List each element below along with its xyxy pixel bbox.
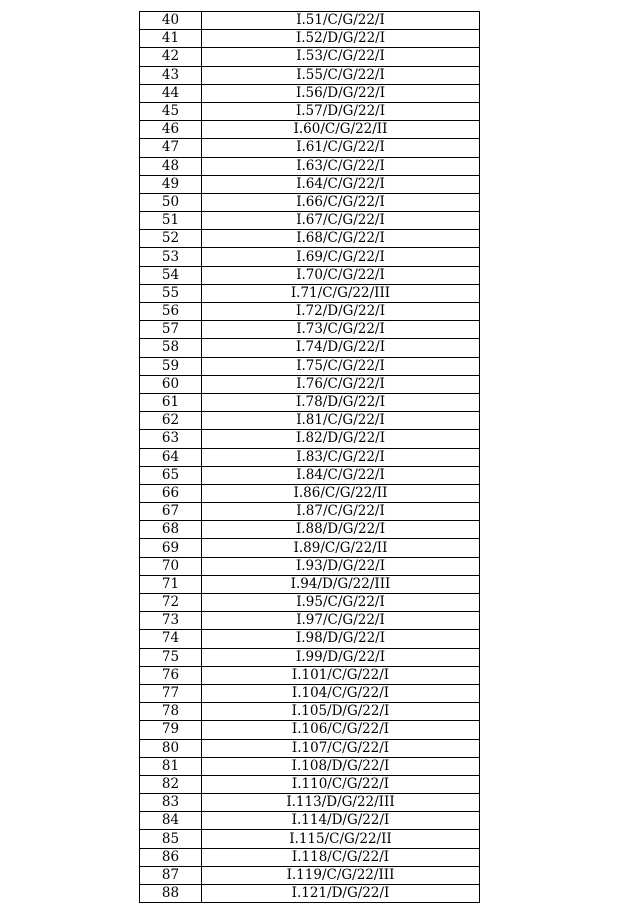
table-row bbox=[140, 885, 480, 903]
row-number-cell: 62 bbox=[140, 412, 202, 430]
reference-code-cell: I.87/C/G/22/I bbox=[202, 503, 480, 521]
row-number-cell: 85 bbox=[140, 830, 202, 848]
reference-code-cell: I.64/C/G/22/I bbox=[202, 175, 480, 193]
table-row bbox=[140, 521, 480, 539]
table-row bbox=[140, 557, 480, 575]
table-row bbox=[140, 648, 480, 666]
reference-code-cell: I.74/D/G/22/I bbox=[202, 339, 480, 357]
row-number-cell: 57 bbox=[140, 321, 202, 339]
table-row bbox=[140, 539, 480, 557]
table-row bbox=[140, 303, 480, 321]
table-row bbox=[140, 684, 480, 702]
row-number-cell: 84 bbox=[140, 812, 202, 830]
table-row bbox=[140, 666, 480, 684]
table-row bbox=[140, 448, 480, 466]
table-row bbox=[140, 266, 480, 284]
reference-code-cell: I.66/C/G/22/I bbox=[202, 193, 480, 211]
row-number-cell: 44 bbox=[140, 84, 202, 102]
table-row bbox=[140, 321, 480, 339]
table-row bbox=[140, 357, 480, 375]
row-number-cell: 64 bbox=[140, 448, 202, 466]
table-row bbox=[140, 430, 480, 448]
row-number-cell: 78 bbox=[140, 703, 202, 721]
reference-code-cell: I.52/D/G/22/I bbox=[202, 30, 480, 48]
table-row bbox=[140, 412, 480, 430]
row-number-cell: 66 bbox=[140, 484, 202, 502]
row-number-cell: 77 bbox=[140, 684, 202, 702]
table-row bbox=[140, 157, 480, 175]
table-row bbox=[140, 284, 480, 302]
table-row bbox=[140, 484, 480, 502]
table-row bbox=[140, 630, 480, 648]
reference-code-cell: I.107/C/G/22/I bbox=[202, 739, 480, 757]
table-row bbox=[140, 830, 480, 848]
table-row bbox=[140, 866, 480, 884]
table-row bbox=[140, 193, 480, 211]
table-row bbox=[140, 503, 480, 521]
reference-code-cell: I.105/D/G/22/I bbox=[202, 703, 480, 721]
reference-code-cell: I.89/C/G/22/II bbox=[202, 539, 480, 557]
table-row bbox=[140, 775, 480, 793]
row-number-cell: 70 bbox=[140, 557, 202, 575]
reference-code-cell: I.114/D/G/22/I bbox=[202, 812, 480, 830]
row-number-cell: 87 bbox=[140, 866, 202, 884]
table-row bbox=[140, 739, 480, 757]
reference-code-cell: I.60/C/G/22/II bbox=[202, 121, 480, 139]
table-row bbox=[140, 66, 480, 84]
reference-code-cell: I.83/C/G/22/I bbox=[202, 448, 480, 466]
table-row bbox=[140, 248, 480, 266]
reference-code-cell: I.106/C/G/22/I bbox=[202, 721, 480, 739]
reference-code-cell: I.99/D/G/22/I bbox=[202, 648, 480, 666]
table-row bbox=[140, 794, 480, 812]
table-row bbox=[140, 339, 480, 357]
row-number-cell: 68 bbox=[140, 521, 202, 539]
reference-code-cell: I.51/C/G/22/I bbox=[202, 12, 480, 30]
row-number-cell: 51 bbox=[140, 212, 202, 230]
table-row bbox=[140, 575, 480, 593]
table-row bbox=[140, 757, 480, 775]
row-number-cell: 63 bbox=[140, 430, 202, 448]
row-number-cell: 42 bbox=[140, 48, 202, 66]
row-number-cell: 50 bbox=[140, 193, 202, 211]
row-number-cell: 46 bbox=[140, 121, 202, 139]
row-number-cell: 47 bbox=[140, 139, 202, 157]
table-row bbox=[140, 212, 480, 230]
row-number-cell: 54 bbox=[140, 266, 202, 284]
row-number-cell: 82 bbox=[140, 775, 202, 793]
row-number-cell: 59 bbox=[140, 357, 202, 375]
reference-code-cell: I.73/C/G/22/I bbox=[202, 321, 480, 339]
table-row bbox=[140, 84, 480, 102]
table-row bbox=[140, 102, 480, 120]
table-row bbox=[140, 393, 480, 411]
row-number-cell: 79 bbox=[140, 721, 202, 739]
reference-code-cell: I.94/D/G/22/III bbox=[202, 575, 480, 593]
reference-code-cell: I.118/C/G/22/I bbox=[202, 848, 480, 866]
reference-code-cell: I.101/C/G/22/I bbox=[202, 666, 480, 684]
reference-code-cell: I.88/D/G/22/I bbox=[202, 521, 480, 539]
table-row bbox=[140, 121, 480, 139]
reference-code-cell: I.72/D/G/22/I bbox=[202, 303, 480, 321]
row-number-cell: 88 bbox=[140, 885, 202, 903]
row-number-cell: 52 bbox=[140, 230, 202, 248]
table-row bbox=[140, 848, 480, 866]
row-number-cell: 71 bbox=[140, 575, 202, 593]
table-row bbox=[140, 12, 480, 30]
reference-code-cell: I.75/C/G/22/I bbox=[202, 357, 480, 375]
table-body bbox=[140, 12, 480, 903]
row-number-cell: 69 bbox=[140, 539, 202, 557]
reference-code-cell: I.61/C/G/22/I bbox=[202, 139, 480, 157]
registry-table bbox=[139, 11, 480, 903]
reference-code-cell: I.95/C/G/22/I bbox=[202, 594, 480, 612]
table-row bbox=[140, 48, 480, 66]
reference-code-cell: I.63/C/G/22/I bbox=[202, 157, 480, 175]
table-row bbox=[140, 30, 480, 48]
row-number-cell: 48 bbox=[140, 157, 202, 175]
row-number-cell: 40 bbox=[140, 12, 202, 30]
row-number-cell: 56 bbox=[140, 303, 202, 321]
row-number-cell: 80 bbox=[140, 739, 202, 757]
row-number-cell: 49 bbox=[140, 175, 202, 193]
reference-code-cell: I.86/C/G/22/II bbox=[202, 484, 480, 502]
row-number-cell: 55 bbox=[140, 284, 202, 302]
table-row bbox=[140, 812, 480, 830]
reference-code-cell: I.71/C/G/22/III bbox=[202, 284, 480, 302]
row-number-cell: 73 bbox=[140, 612, 202, 630]
reference-code-cell: I.67/C/G/22/I bbox=[202, 212, 480, 230]
row-number-cell: 76 bbox=[140, 666, 202, 684]
row-number-cell: 60 bbox=[140, 375, 202, 393]
row-number-cell: 74 bbox=[140, 630, 202, 648]
reference-code-cell: I.81/C/G/22/I bbox=[202, 412, 480, 430]
reference-code-cell: I.53/C/G/22/I bbox=[202, 48, 480, 66]
reference-code-cell: I.84/C/G/22/I bbox=[202, 466, 480, 484]
row-number-cell: 81 bbox=[140, 757, 202, 775]
reference-code-cell: I.108/D/G/22/I bbox=[202, 757, 480, 775]
row-number-cell: 65 bbox=[140, 466, 202, 484]
row-number-cell: 45 bbox=[140, 102, 202, 120]
row-number-cell: 61 bbox=[140, 393, 202, 411]
reference-code-cell: I.55/C/G/22/I bbox=[202, 66, 480, 84]
reference-code-cell: I.104/C/G/22/I bbox=[202, 684, 480, 702]
row-number-cell: 86 bbox=[140, 848, 202, 866]
row-number-cell: 75 bbox=[140, 648, 202, 666]
table-row bbox=[140, 375, 480, 393]
table-row bbox=[140, 594, 480, 612]
table-row bbox=[140, 230, 480, 248]
row-number-cell: 58 bbox=[140, 339, 202, 357]
reference-code-cell: I.70/C/G/22/I bbox=[202, 266, 480, 284]
row-number-cell: 43 bbox=[140, 66, 202, 84]
reference-code-cell: I.97/C/G/22/I bbox=[202, 612, 480, 630]
table-row bbox=[140, 612, 480, 630]
table-row bbox=[140, 139, 480, 157]
table-row bbox=[140, 175, 480, 193]
reference-code-cell: I.113/D/G/22/III bbox=[202, 794, 480, 812]
table-row bbox=[140, 721, 480, 739]
reference-code-cell: I.121/D/G/22/I bbox=[202, 885, 480, 903]
reference-code-cell: I.98/D/G/22/I bbox=[202, 630, 480, 648]
reference-code-cell: I.68/C/G/22/I bbox=[202, 230, 480, 248]
table-row bbox=[140, 703, 480, 721]
reference-code-cell: I.57/D/G/22/I bbox=[202, 102, 480, 120]
row-number-cell: 72 bbox=[140, 594, 202, 612]
row-number-cell: 83 bbox=[140, 794, 202, 812]
reference-code-cell: I.76/C/G/22/I bbox=[202, 375, 480, 393]
row-number-cell: 41 bbox=[140, 30, 202, 48]
reference-code-cell: I.110/C/G/22/I bbox=[202, 775, 480, 793]
reference-code-cell: I.78/D/G/22/I bbox=[202, 393, 480, 411]
reference-code-cell: I.82/D/G/22/I bbox=[202, 430, 480, 448]
row-number-cell: 67 bbox=[140, 503, 202, 521]
reference-code-cell: I.115/C/G/22/II bbox=[202, 830, 480, 848]
table-row bbox=[140, 466, 480, 484]
row-number-cell: 53 bbox=[140, 248, 202, 266]
reference-code-cell: I.56/D/G/22/I bbox=[202, 84, 480, 102]
reference-code-cell: I.119/C/G/22/III bbox=[202, 866, 480, 884]
reference-code-cell: I.93/D/G/22/I bbox=[202, 557, 480, 575]
reference-code-cell: I.69/C/G/22/I bbox=[202, 248, 480, 266]
